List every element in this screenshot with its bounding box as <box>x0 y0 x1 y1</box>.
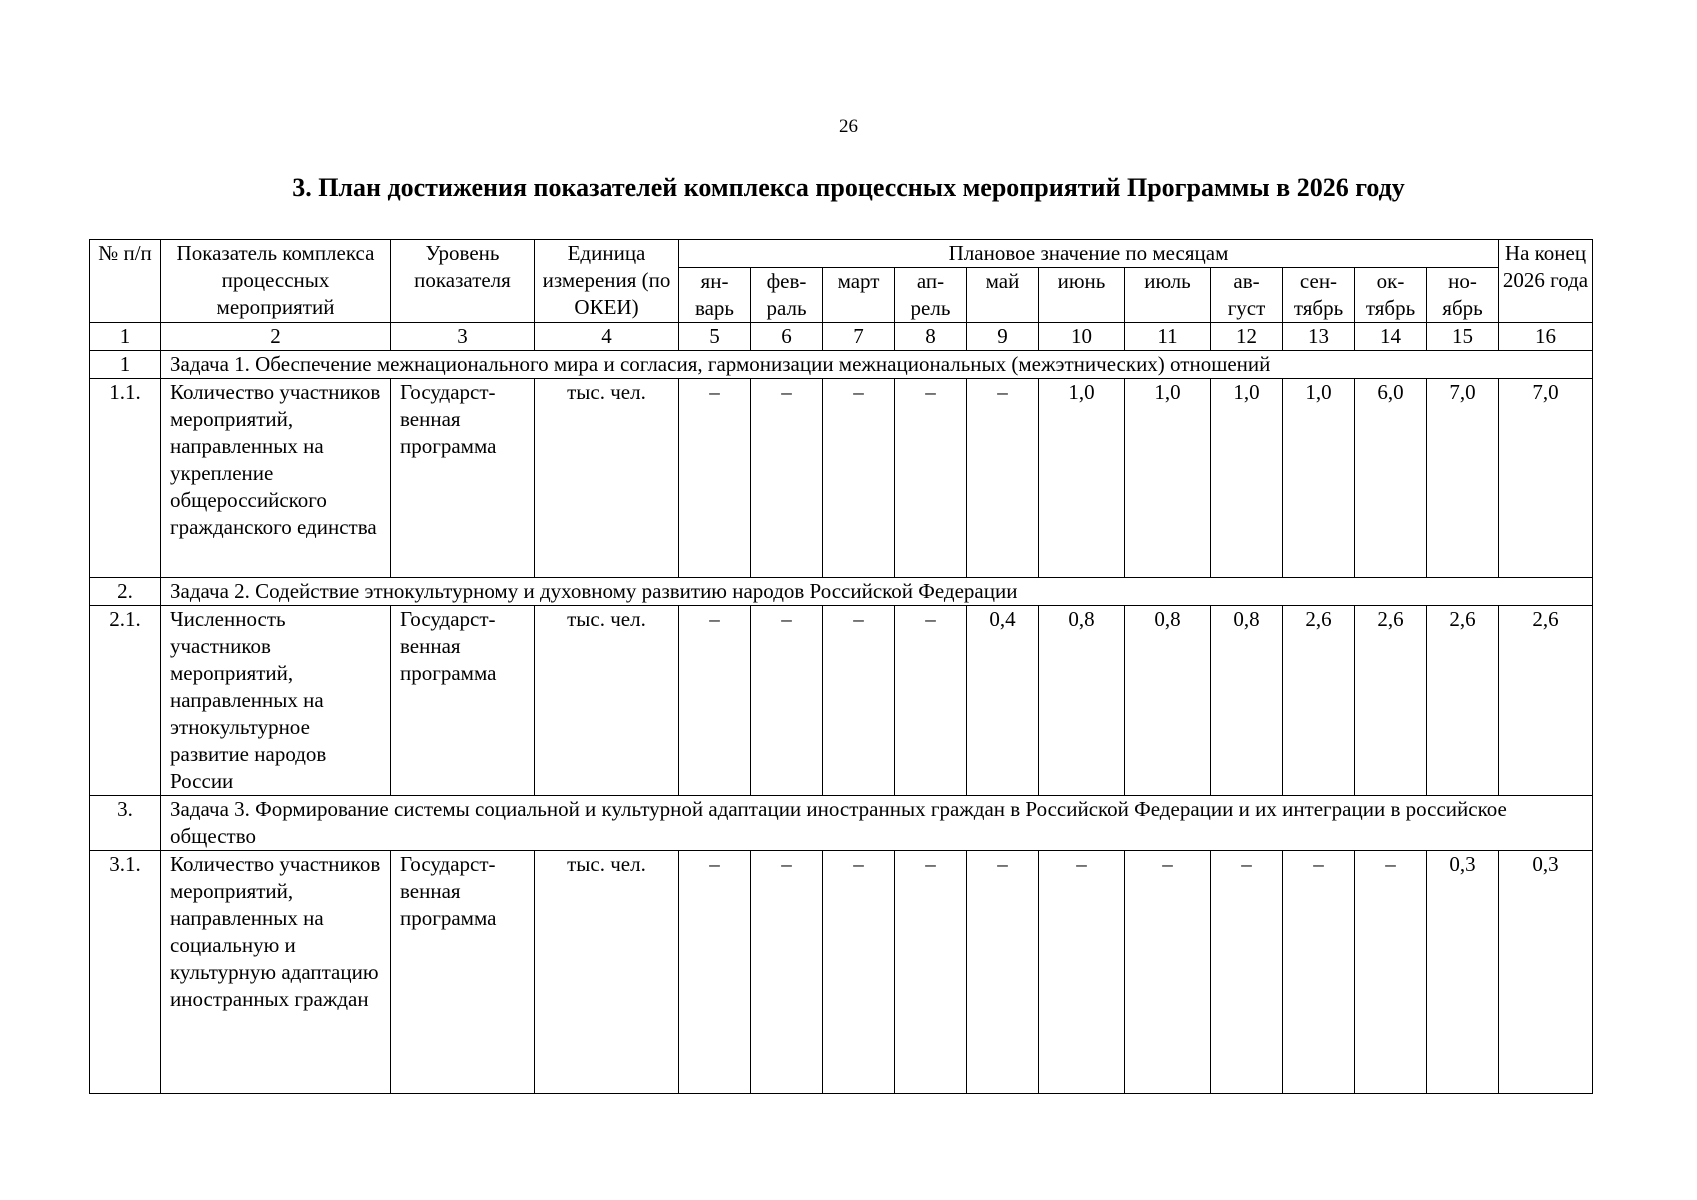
header-month: ав- густ <box>1211 268 1283 323</box>
month-value: 0,8 <box>1039 606 1125 796</box>
page-title: 3. План достижения показателей комплекса процессных мероприятий Программы в 2026 году <box>292 173 1405 202</box>
month-value: – <box>751 379 823 578</box>
month-value: – <box>751 606 823 796</box>
row-number: 1.1. <box>90 379 161 578</box>
column-number: 14 <box>1355 323 1427 351</box>
header-month: сен- тябрь <box>1283 268 1355 323</box>
month-value: – <box>967 379 1039 578</box>
column-number: 8 <box>895 323 967 351</box>
task-text: Задача 3. Формирование системы социальной и культурной адаптации иностранных граждан в Российской Федерации и их интеграции в российское общество <box>161 796 1593 851</box>
month-value: – <box>895 379 967 578</box>
header-month: март <box>823 268 895 323</box>
task-row <box>90 578 1593 606</box>
column-number: 1 <box>90 323 161 351</box>
month-value: – <box>679 851 751 1094</box>
task-number: 2. <box>90 578 161 606</box>
month-value: – <box>1211 851 1283 1094</box>
page-number: 26 <box>839 116 858 137</box>
month-value: – <box>1355 851 1427 1094</box>
task-text: Задача 2. Содействие этнокультурному и духовному развитию народов Российской Федерации <box>161 578 1593 606</box>
month-value: – <box>895 606 967 796</box>
month-value: 0,3 <box>1427 851 1499 1094</box>
column-number: 16 <box>1499 323 1593 351</box>
header-month: июль <box>1125 268 1211 323</box>
month-value: 1,0 <box>1039 379 1125 578</box>
month-value: – <box>679 606 751 796</box>
month-value: 7,0 <box>1427 379 1499 578</box>
row-number: 3.1. <box>90 851 161 1094</box>
unit-cell: тыс. чел. <box>535 379 679 578</box>
unit-cell: тыс. чел. <box>535 606 679 796</box>
task-number: 3. <box>90 796 161 851</box>
month-value: – <box>1283 851 1355 1094</box>
month-value: – <box>895 851 967 1094</box>
header-end: На конец 2026 года <box>1499 240 1593 323</box>
month-value: 0,8 <box>1125 606 1211 796</box>
indicator-name: Количество участников мероприятий, направленных на укрепление общероссийского гражданского единства <box>161 379 391 578</box>
column-number: 9 <box>967 323 1039 351</box>
header-month: но- ябрь <box>1427 268 1499 323</box>
table-row <box>90 851 1593 1094</box>
header-plan: Плановое значение по месяцам <box>679 240 1499 268</box>
column-number: 3 <box>391 323 535 351</box>
month-value: 0,8 <box>1211 606 1283 796</box>
indicator-plan-table <box>89 239 1593 1094</box>
end-value: 0,3 <box>1499 851 1593 1094</box>
month-value: – <box>1039 851 1125 1094</box>
month-value: – <box>751 851 823 1094</box>
header-month: июнь <box>1039 268 1125 323</box>
end-value: 2,6 <box>1499 606 1593 796</box>
indicator-name: Численность участников мероприятий, направленных на этнокультурное развитие народов России <box>161 606 391 796</box>
header-month: ап- рель <box>895 268 967 323</box>
unit-cell: тыс. чел. <box>535 851 679 1094</box>
task-row <box>90 796 1593 851</box>
table-row <box>90 606 1593 796</box>
header-month: май <box>967 268 1039 323</box>
column-number: 5 <box>679 323 751 351</box>
month-value: – <box>967 851 1039 1094</box>
end-value: 7,0 <box>1499 379 1593 578</box>
column-number: 15 <box>1427 323 1499 351</box>
month-value: 1,0 <box>1211 379 1283 578</box>
month-value: 2,6 <box>1427 606 1499 796</box>
month-value: 1,0 <box>1125 379 1211 578</box>
month-value: – <box>823 606 895 796</box>
header-row <box>90 240 1593 268</box>
indicator-name: Количество участников мероприятий, направленных на социальную и культурную адаптацию иностранных граждан <box>161 851 391 1094</box>
header-month: ян- варь <box>679 268 751 323</box>
header-month: фев- раль <box>751 268 823 323</box>
header-level: Уровень показателя <box>391 240 535 323</box>
task-text: Задача 1. Обеспечение межнационального мира и согласия, гармонизации межнациональных (межэтнических) отношений <box>161 351 1593 379</box>
header-num: № п/п <box>90 240 161 323</box>
month-value: – <box>1125 851 1211 1094</box>
indicator-level: Государст- венная программа <box>391 851 535 1094</box>
month-value: – <box>823 379 895 578</box>
month-value: 6,0 <box>1355 379 1427 578</box>
column-number: 13 <box>1283 323 1355 351</box>
row-number: 2.1. <box>90 606 161 796</box>
indicator-level: Государст- венная программа <box>391 606 535 796</box>
column-number: 6 <box>751 323 823 351</box>
month-value: – <box>823 851 895 1094</box>
column-number: 2 <box>161 323 391 351</box>
header-indicator: Показатель комплекса процессных мероприятий <box>161 240 391 323</box>
column-number: 11 <box>1125 323 1211 351</box>
column-number: 10 <box>1039 323 1125 351</box>
task-number: 1 <box>90 351 161 379</box>
column-number: 12 <box>1211 323 1283 351</box>
indicator-level: Государст- венная программа <box>391 379 535 578</box>
month-value: 0,4 <box>967 606 1039 796</box>
header-unit: Единица измерения (по ОКЕИ) <box>535 240 679 323</box>
header-month: ок- тябрь <box>1355 268 1427 323</box>
month-value: 1,0 <box>1283 379 1355 578</box>
table-row <box>90 379 1593 578</box>
column-number: 7 <box>823 323 895 351</box>
month-value: 2,6 <box>1283 606 1355 796</box>
month-value: 2,6 <box>1355 606 1427 796</box>
column-number: 4 <box>535 323 679 351</box>
month-value: – <box>679 379 751 578</box>
task-row <box>90 351 1593 379</box>
column-number-row <box>90 323 1593 351</box>
